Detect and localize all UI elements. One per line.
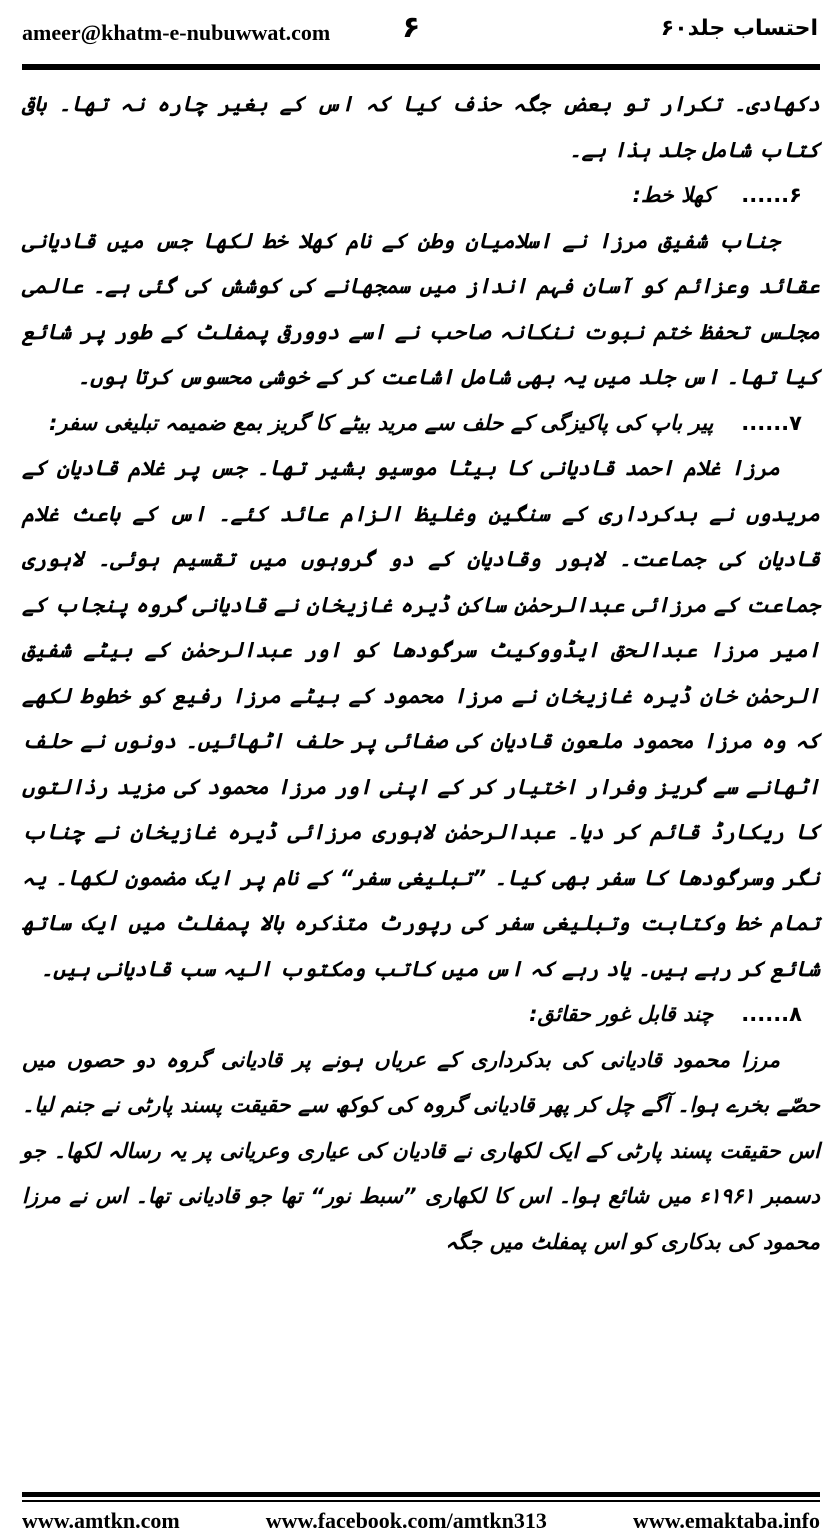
section-title: پیر باپ کی پاکیزگی کے حلف سے مرید بیٹے کا گریز بمع ضمیمہ تبلیغی سفر: [48, 410, 714, 435]
section-title: کھلا خط: [632, 183, 714, 207]
paragraph: مرزا غلام احمد قادیانی کا بیٹا موسیو بشیر تھا۔ جس پر غلام قادیان کے مریدوں نے بدکرداری کے سنگین وغلیظ الزام عائد کئے۔ اس کے باعث غلام قادیان کی جماعت۔ لاہور وقادیان کے دو گروہوں میں تقسیم ہوئی۔ لاہوری جماعت کے مرزائی عبدالرحمٰن ساکن ڈیرہ غازیخان نے قادیانی گروہ پنجاب کے امیر مرزا عبدالحق ایڈووکیٹ سرگودھا کو اور عبدالرحمٰن کے بیٹے شفیق الرحمٰن خان ڈیرہ غازیخان نے مرزا محمود کے بیٹے مرزا رفیع کو خطوط لکھے کہ وہ مرزا محمود ملعون قادیان کی صفائی پر حلف اٹھائیں۔ دونوں نے حلف اٹھانے سے گریز وفرار اختیار کر کے اپنی اور مرزا محمود کی مزید رذالتوں کا ریکارڈ قائم کر دیا۔ عبدالرحمٰن لاہوری مرزائی ڈیرہ غازیخان نے چناب نگر وسرگودھا کا سفر بھی کیا۔ ”تبلیغی سفر“ کے نام پر ایک مضمون لکھا۔ یہ تمام خط وکتابت وتبلیغی سفر کی رپورٹ متذکرہ بالا پمفلٹ میں ایک ساتھ شائع کر رہے ہیں۔ یاد رہے کہ اس میں کاتب ومکتوب الیہ سب قادیانی ہیں۔ [22, 456, 820, 981]
footer-link-facebook[interactable]: www.facebook.com/amtkn313 [265, 1508, 547, 1533]
book-title: احتساب جلد۶۰ [660, 16, 818, 41]
footer-rule-thin [22, 1500, 820, 1502]
section-number: ۶...... [741, 183, 802, 207]
paragraph: جناب شفیق مرزا نے اسلامیان وطن کے نام کھلا خط لکھا جس میں قادیانی عقائد وعزائم کو آسان فہم انداز میں سمجھانے کی کوشش کی گئی ہے۔ عالمی مجلس تحفظ ختم نبوت ننکانہ صاحب نے اسے دوورقی پمفلٹ کے طور پر شائع کیا تھا۔ اس جلد میں یہ بھی شامل اشاعت کر کے خوشی محسوس کرتا ہوں۔ [22, 228, 820, 389]
page-header [0, 0, 840, 70]
page-number: ۶ [402, 10, 421, 45]
paragraph-continuation: دکھادی۔ تکرار تو بعض جگہ حذف کیا کہ اس کے بغیر چارہ نہ تھا۔ باقی کتاب شامل جلد ہذا ہے۔ [22, 92, 820, 162]
section-title: چند قابل غور حقائق: [529, 1002, 714, 1026]
section-number: ۸...... [741, 1002, 802, 1026]
section-heading-7 [22, 401, 820, 447]
header-email[interactable]: ameer@khatm-e-nubuwwat.com [22, 20, 331, 45]
footer-rule [22, 1492, 820, 1497]
page-footer [22, 1506, 820, 1536]
section-heading-8 [22, 992, 820, 1038]
page-body [22, 82, 820, 1265]
paragraph: مرزا محمود قادیانی کی بدکرداری کے عریاں ہونے پر قادیانی گروہ دو حصوں میں حصّے بخرے ہوا۔ آگے چل کر پھر قادیانی گروہ کی کوکھ سے حقیقت پسند پارٹی نے جنم لیا۔ اس حقیقت پسند پارٹی کے ایک لکھاری نے قادیان کی عیاری وعریانی پر یہ رسالہ لکھا۔ جو دسمبر ۱۹۶۱ء میں شائع ہوا۔ اس کا لکھاری ”سبط نور“ تھا جو قادیانی تھا۔ اس نے مرزا محمود کی بدکاری کو اس پمفلٹ میں جگہ [22, 1047, 820, 1254]
header-rule [22, 64, 820, 70]
section-heading-6 [22, 173, 820, 219]
footer-link-amtkn[interactable]: www.amtkn.com [22, 1508, 180, 1533]
footer-link-emaktaba[interactable]: www.emaktaba.info [632, 1508, 820, 1533]
section-number: ۷...... [741, 410, 802, 435]
